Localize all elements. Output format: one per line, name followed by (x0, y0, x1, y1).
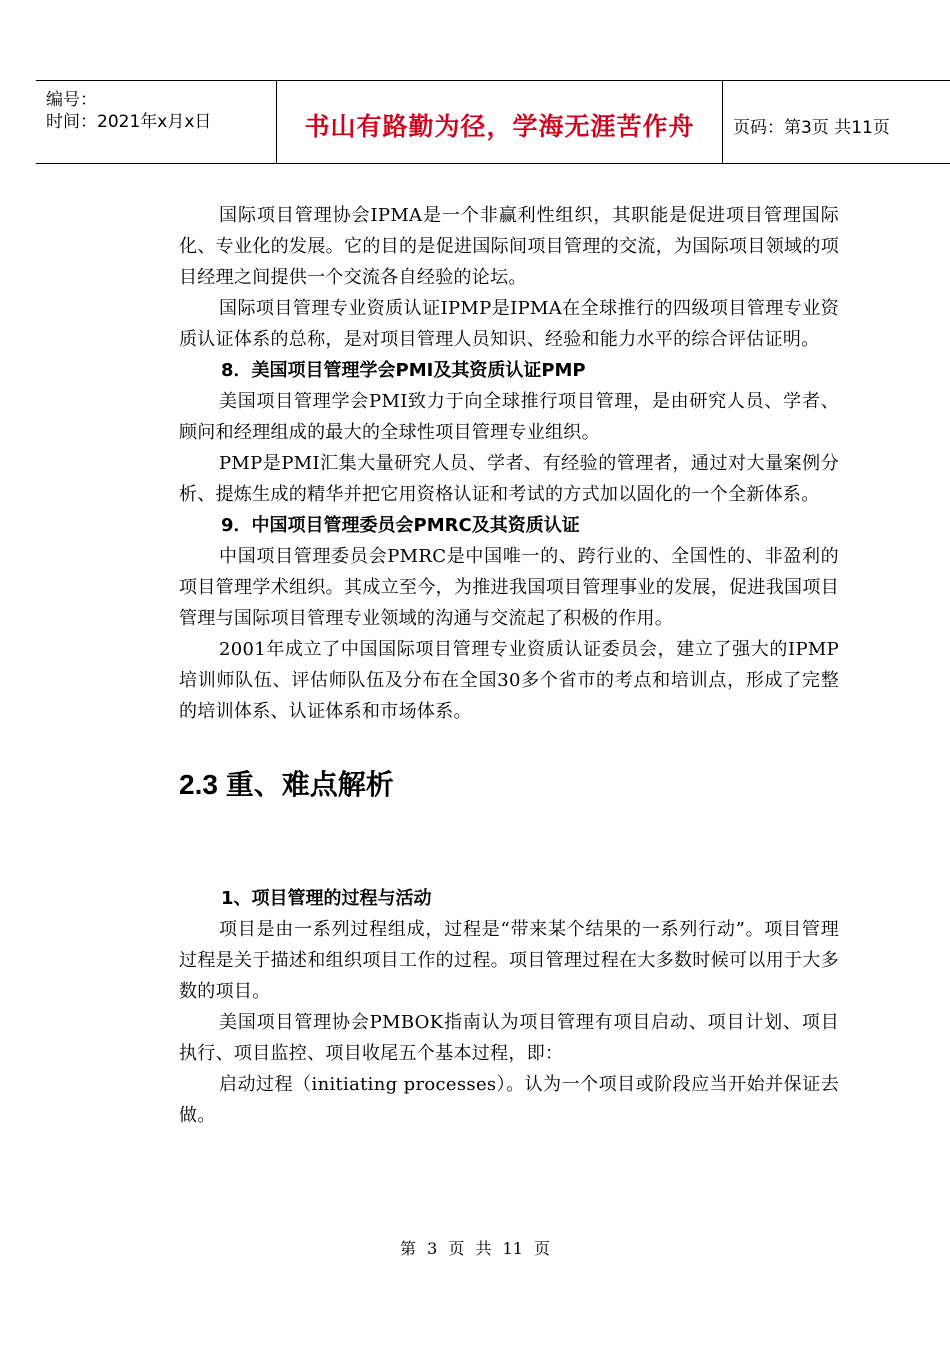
header-page-number: 页码：第3页 共11页 (733, 118, 890, 138)
subheading-process: 1、项目管理的过程与活动 (221, 888, 432, 909)
paragraph-process: 项目是由一系列过程组成，过程是“带来某个结果的一系列行动”。项目管理过程是关于描述和组织项目工作的过程。项目管理过程在大多数时候可以用于大多数的项目。 (179, 919, 839, 1002)
subheading-pmi: 8．美国项目管理学会PMI及其资质认证PMP (221, 360, 586, 381)
paragraph-pmi: 美国项目管理学会PMI致力于向全球推行项目管理，是由研究人员、学者、顾问和经理组成的最大的全球性项目管理专业组织。 (179, 391, 839, 443)
section-title: 2.3 重、难点解析 (179, 769, 394, 800)
document-number-label: 编号： (46, 90, 97, 110)
header-motto: 书山有路勤为径，学海无涯苦作舟 (304, 112, 695, 141)
document-body (179, 200, 839, 1131)
document-time-label: 时间：2021年x月x日 (46, 112, 212, 132)
page-footer: 第 3 页 共 11 页 (400, 1239, 550, 1258)
paragraph-2001: 2001年成立了中国国际项目管理专业资质认证委员会，建立了强大的IPMP培训师队伍、评估师队伍及分布在全国30多个省市的考点和培训点，形成了完整的培训体系、认证体系和市场体系。 (179, 639, 839, 722)
page-header (36, 80, 950, 164)
paragraph-pmbok: 美国项目管理协会PMBOK指南认为项目管理有项目启动、项目计划、项目执行、项目监控、项目收尾五个基本过程，即： (179, 1012, 839, 1064)
subheading-pmrc: 9．中国项目管理委员会PMRC及其资质认证 (221, 515, 580, 536)
paragraph-ipmp: 国际项目管理专业资质认证IPMP是IPMA在全球推行的四级项目管理专业资质认证体系的总称，是对项目管理人员知识、经验和能力水平的综合评估证明。 (179, 298, 839, 350)
header-info-cell (36, 81, 277, 163)
paragraph-initiating: 启动过程（initiating processes）。认为一个项目或阶段应当开始并保证去做。 (179, 1074, 839, 1126)
paragraph-ipma: 国际项目管理协会IPMA是一个非赢利性组织，其职能是促进项目管理国际化、专业化的发展。它的目的是促进国际间项目管理的交流，为国际项目领域的项目经理之间提供一个交流各自经验的论坛。 (179, 205, 839, 288)
paragraph-pmrc: 中国项目管理委员会PMRC是中国唯一的、跨行业的、全国性的、非盈利的项目管理学术组织。其成立至今，为推进我国项目管理事业的发展，促进我国项目管理与国际项目管理专业领域的沟通与交流起了积极的作用。 (179, 546, 839, 629)
header-motto-cell (277, 81, 723, 163)
paragraph-pmp: PMP是PMI汇集大量研究人员、学者、有经验的管理者，通过对大量案例分析、提炼生成的精华并把它用资格认证和考试的方式加以固化的一个全新体系。 (179, 453, 839, 505)
header-page-cell (723, 81, 950, 163)
